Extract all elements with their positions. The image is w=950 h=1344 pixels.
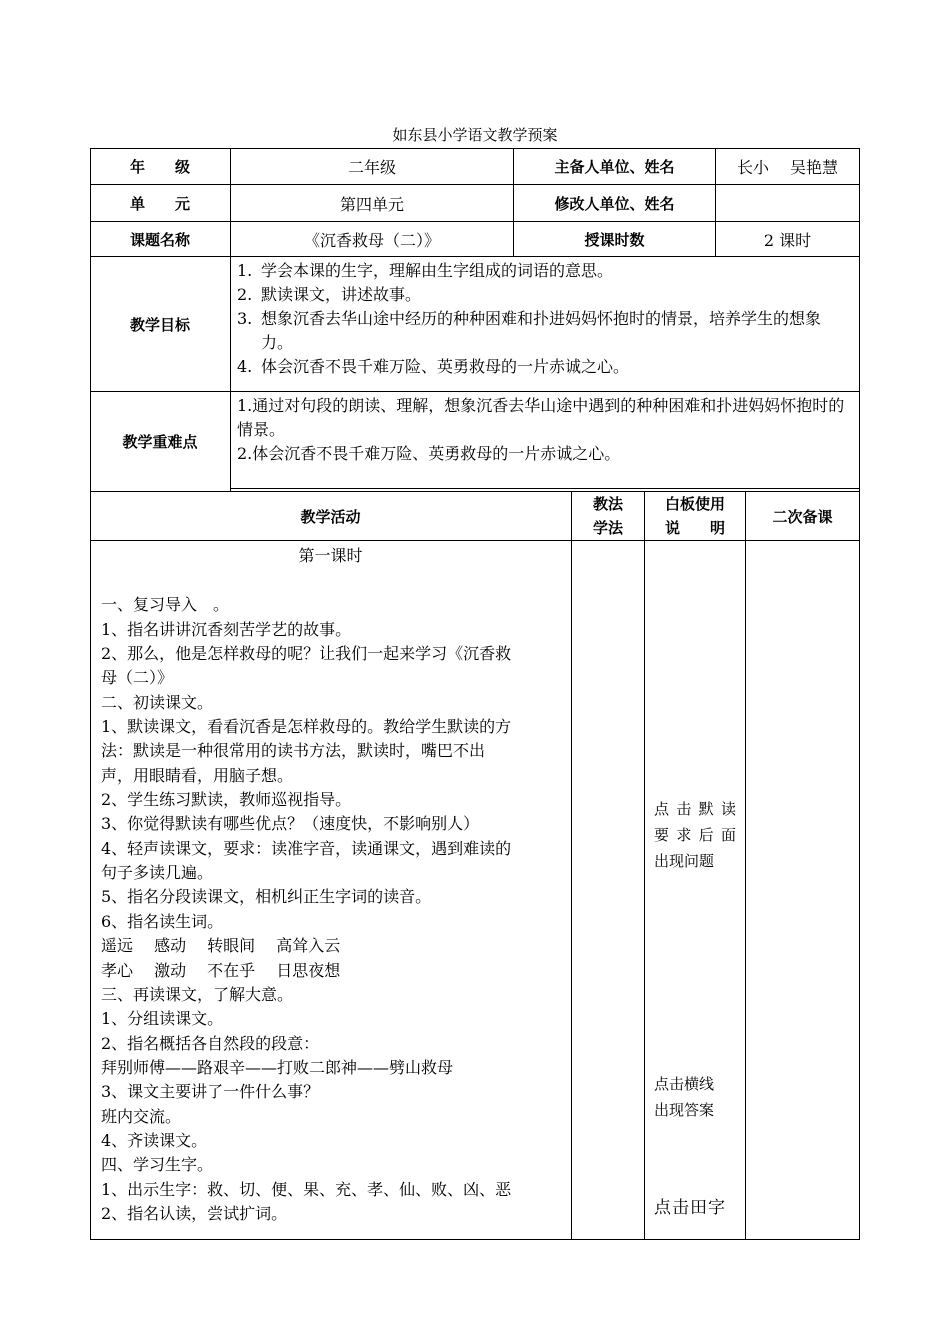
grade-label: 年 级 [129,157,190,176]
lesson-period: 第一课时 [298,546,363,565]
list-item: 2. 默读课文，讲述故事。 [237,285,422,304]
key-points-text [237,394,855,466]
lesson-line [101,569,567,593]
lesson-line: 1、分组读课文。 [101,1009,224,1029]
lesson-line: 三、再读课文，了解大意。 [101,984,294,1004]
lesson-line: 遥远 感动 转眼间 高耸入云 [101,936,341,956]
lesson-line: 6、指名读生词。 [101,911,224,931]
lesson-line: 一、复习导入 。 [101,595,230,615]
lesson-line: 1、默读课文，看看沉香是怎样救母的。教给学生默读的方 [101,717,512,737]
board-note-2: 点击横线 出现答案 [654,1075,715,1119]
lesson-line: 四、学习生字。 [101,1155,214,1175]
objectives-list [237,259,852,379]
lesson-line: 班内交流。 [101,1106,182,1126]
hours-value: 2 课时 [763,230,812,250]
board-note-3: 点击田字 [654,1198,726,1218]
lesson-content [101,569,567,1226]
lesson-line: 3、你觉得默读有哪些优点？（速度快，不影响别人） [101,814,480,834]
reviser-value [716,185,859,221]
key-points-label: 教学重难点 [122,433,198,451]
lesson-line: 4、齐读课文。 [101,1130,208,1150]
second-prep-header: 二次备课 [772,507,833,526]
lesson-line: 4、轻声读课文，要求：读准字音，读通课文，遇到难读的 [101,838,512,858]
method-header: 教法 学法 [592,495,623,537]
lesson-line: 2、那么，他是怎样救母的呢？让我们一起来学习《沉香救 [101,644,512,664]
key-point-2: 2.体会沉香不畏千难万险、英勇救母的一片赤诚之心。 [237,444,621,463]
lesson-line: 1、出示生字：救、切、便、果、充、孝、仙、败、凶、恶 [101,1179,512,1199]
lesson-plan-table [90,148,860,1240]
lesson-line: 母（二）》 [101,668,174,688]
activities-header: 教学活动 [300,507,361,526]
list-item: 4. 体会沉香不畏千难万险、英勇救母的一片赤诚之心。 [237,357,630,376]
lesson-line: 2、指名概括各自然段的段意： [101,1033,320,1053]
lesson-line: 3、课文主要讲了一件什么事？ [101,1082,320,1102]
unit-value: 第四单元 [339,194,404,214]
topic-value: 《沉香救母（二）》 [303,230,440,250]
hours-label: 授课时数 [584,230,645,249]
lesson-line: 句子多读几遍。 [101,863,214,883]
objectives-label: 教学目标 [129,315,190,334]
list-item: 3. 想象沉香去华山途中经历的种种困难和扑进妈妈怀抱时的情景，培养学生的想象力。 [237,309,822,352]
lesson-line: 法：默读是一种很常用的读书方法，默读时，嘴巴不出 [101,741,486,761]
lesson-line: 2、指名认读，尝试扩词。 [101,1203,288,1223]
preparer-value: 长小 吴艳慧 [736,157,839,177]
lesson-line: 二、初读课文。 [101,692,214,712]
lesson-line: 拜别师傅——路艰辛——打败二郎神——劈山救母 [101,1057,454,1077]
lesson-line: 1、指名讲讲沉香刻苦学艺的故事。 [101,619,352,639]
lesson-line: 孝心 激动 不在乎 日思夜想 [101,960,341,980]
lesson-line: 2、学生练习默读，教师巡视指导。 [101,790,352,810]
topic-label: 课题名称 [129,230,190,249]
lesson-line: 5、指名分段读课文，相机纠正生字词的读音。 [101,887,432,907]
board-note-1: 点击默读 要求后面 出现问题 [654,800,736,870]
lesson-line: 声，用眼睛看，用脑子想。 [101,765,294,785]
list-item: 1. 学会本课的生字，理解由生字组成的词语的意思。 [237,261,614,280]
board-header: 白板使用 说 明 [664,495,725,537]
key-point-1: 1.通过对句段的朗读、理解，想象沉香去华山途中遇到的种种困难和扑进妈妈怀抱时的情景。 [237,396,845,439]
reviser-label: 修改人单位、姓名 [554,194,675,213]
preparer-label: 主备人单位、姓名 [554,157,675,176]
grade-value: 二年级 [347,157,396,177]
document-title: 如东县小学语文教学预案 [392,126,558,144]
unit-label: 单 元 [129,194,190,213]
